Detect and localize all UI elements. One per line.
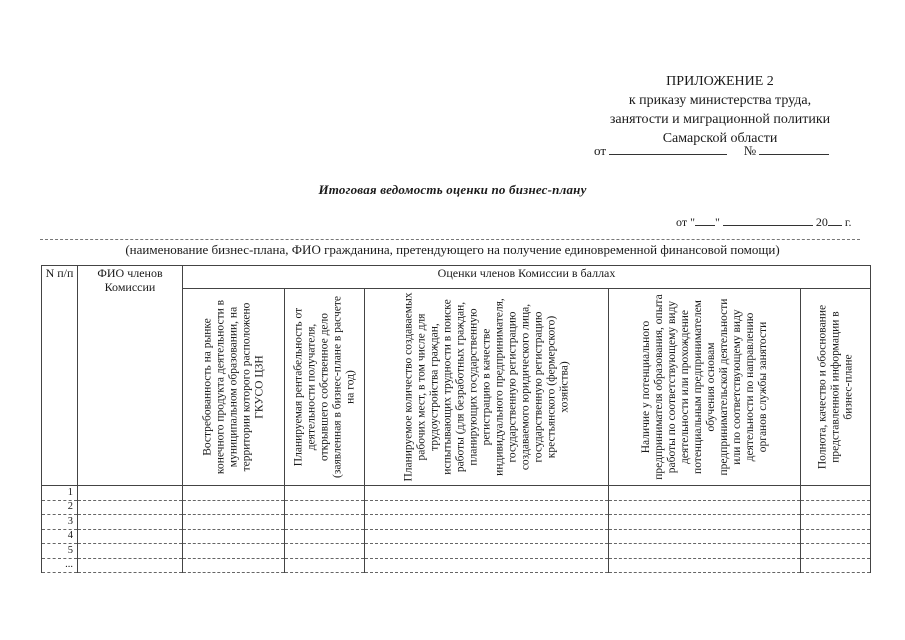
- month-blank[interactable]: [723, 213, 813, 226]
- row-number: 1: [42, 486, 78, 501]
- score-cell[interactable]: [801, 529, 871, 544]
- order-date-number-line: [594, 142, 829, 159]
- business-plan-name-blank[interactable]: [40, 239, 860, 240]
- appendix-region-line: Самарской области: [662, 131, 778, 146]
- score-cell[interactable]: [365, 558, 609, 573]
- member-name-cell[interactable]: [78, 544, 183, 559]
- score-cell[interactable]: [801, 558, 871, 573]
- criterion-profitability: Планируемая рентабельность от деятельности получателя, открывшего собственное дело (заявленная в бизнес-плане в расчете на год): [292, 296, 356, 478]
- document-title: Итоговая ведомость оценки по бизнес-плану: [318, 182, 587, 197]
- table-row: [42, 515, 871, 530]
- score-cell[interactable]: [183, 558, 285, 573]
- score-cell[interactable]: [801, 486, 871, 501]
- score-cell[interactable]: [285, 486, 365, 501]
- score-cell[interactable]: [285, 529, 365, 544]
- member-name-cell[interactable]: [78, 486, 183, 501]
- score-cell[interactable]: [365, 486, 609, 501]
- header-number: N п/п: [42, 266, 78, 486]
- score-cell[interactable]: [609, 558, 801, 573]
- criterion-header: [183, 289, 285, 486]
- business-plan-name-caption: (наименование бизнес-плана, ФИО гражданина, претендующего на получение единовременной финансовой помощи): [125, 242, 780, 257]
- member-name-cell[interactable]: [78, 558, 183, 573]
- appendix-ministry-line: занятости и миграционной политики: [609, 112, 831, 127]
- score-cell[interactable]: [609, 515, 801, 530]
- number-label: №: [743, 143, 757, 158]
- score-cell[interactable]: [609, 486, 801, 501]
- score-cell[interactable]: [183, 544, 285, 559]
- header-scores: Оценки членов Комиссии в баллах: [183, 266, 871, 289]
- score-cell[interactable]: [365, 529, 609, 544]
- member-name-cell[interactable]: [78, 500, 183, 515]
- score-cell[interactable]: [183, 515, 285, 530]
- table-row: [42, 529, 871, 544]
- score-cell[interactable]: [365, 515, 609, 530]
- row-number: 4: [42, 529, 78, 544]
- score-cell[interactable]: [365, 544, 609, 559]
- score-cell[interactable]: [801, 544, 871, 559]
- year-suffix: г.: [844, 215, 852, 229]
- order-date-blank[interactable]: [609, 142, 727, 155]
- criterion-demand: Востребованность на рынке конечного продукта деятельности в муниципальном образовании, на территории которого расположено ГКУСО ЦЗН: [201, 299, 265, 475]
- year-blank[interactable]: [828, 213, 842, 226]
- criterion-education: Наличие у потенциального предпринимателя образования, опыта работы по соответствующему виду деятельности или прохождение потенциальным предпринимателем обучения основам предпринимательской деятельности или по соответствующему виду деятельности по направлению органов службы занятости: [639, 294, 769, 480]
- score-cell[interactable]: [285, 544, 365, 559]
- appendix-order-line: к приказу министерства труда,: [628, 93, 812, 108]
- score-cell[interactable]: [183, 529, 285, 544]
- table-row: [42, 500, 871, 515]
- score-cell[interactable]: [285, 558, 365, 573]
- member-name-cell[interactable]: [78, 529, 183, 544]
- score-cell[interactable]: [183, 500, 285, 515]
- table-row: [42, 558, 871, 573]
- day-blank[interactable]: [695, 213, 715, 226]
- criterion-jobs: Планируемое количество создаваемых рабочих мест, в том числе для трудоустройства граждан, испытывающих трудности в поиске работы (для безработных граждан, планирующих государственную регистрацию в качестве индивидуального предпринимателя, государственную регистрацию создаваемого юридического лица, государственную регистрацию крестьянского (фермерского) хозяйства): [402, 292, 570, 482]
- score-cell[interactable]: [609, 544, 801, 559]
- date-prefix: от ": [676, 215, 695, 229]
- criterion-completeness: Полнота, качество и обоснование представленной информации в бизнес-плане: [816, 304, 855, 470]
- score-cell[interactable]: [285, 500, 365, 515]
- table-row: [42, 486, 871, 501]
- score-cell[interactable]: [365, 500, 609, 515]
- score-cell[interactable]: [285, 515, 365, 530]
- score-table: [41, 265, 871, 573]
- criterion-header: [609, 289, 801, 486]
- header-member-name: ФИО членов Комиссии: [78, 266, 183, 486]
- member-name-cell[interactable]: [78, 515, 183, 530]
- date-quote-close: ": [714, 215, 720, 229]
- row-number: ...: [42, 558, 78, 573]
- criterion-header: [365, 289, 609, 486]
- order-number-blank[interactable]: [759, 142, 829, 155]
- criterion-header: [285, 289, 365, 486]
- from-label: от: [594, 143, 607, 158]
- score-cell[interactable]: [609, 529, 801, 544]
- appendix-header: [560, 72, 880, 148]
- appendix-title: ПРИЛОЖЕНИЕ 2: [666, 74, 774, 89]
- row-number: 5: [42, 544, 78, 559]
- score-cell[interactable]: [801, 500, 871, 515]
- row-number: 3: [42, 515, 78, 530]
- row-number: 2: [42, 500, 78, 515]
- score-cell[interactable]: [801, 515, 871, 530]
- assessment-date-line: [676, 213, 851, 230]
- criterion-header: [801, 289, 871, 486]
- year-prefix: 20: [815, 215, 828, 229]
- table-row: [42, 544, 871, 559]
- score-cell[interactable]: [183, 486, 285, 501]
- score-cell[interactable]: [609, 500, 801, 515]
